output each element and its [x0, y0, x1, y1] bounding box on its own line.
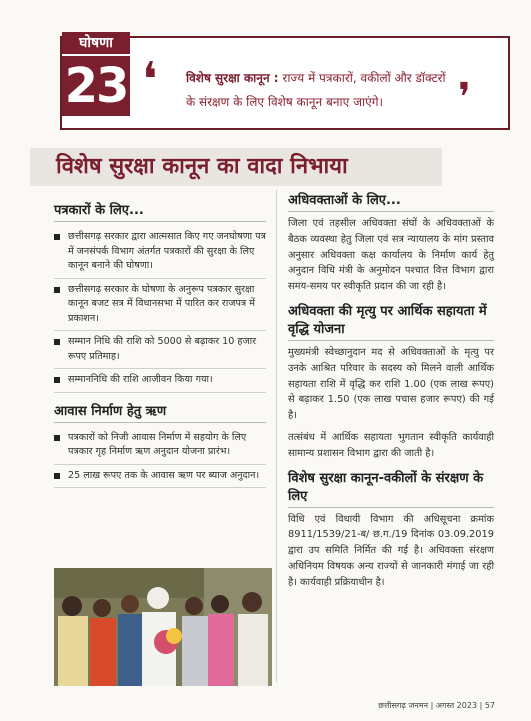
death-assistance-text1: मुख्यमंत्री स्वेच्छानुदान मद से अधिवक्ताओं के मृत्यु पर उनके आश्रित परिवार के सदस्य को मिलने वाली आर्थिक सहायता राशि में वृद्धि कर राशि 1.00 (एक लाख रूपए) से बढ़ाकर 1.50 (एक लाख पचास हजार रूपए) की गई है।	[288, 346, 494, 422]
event-photo	[54, 568, 272, 686]
right-column	[288, 190, 494, 597]
quote-open-icon: ❛	[142, 52, 158, 108]
list-item: 25 लाख रूपए तक के आवास ऋण पर ब्याज अनुदान।	[54, 465, 266, 489]
list-item: सम्माननिधि की राशि आजीवन किया गया।	[54, 369, 266, 393]
list-item: छत्तीसगढ़ सरकार के घोषणा के अनुरूप पत्रकार सुरक्षा कानून बजट सत्र में विधानसभा में पारित कर राजपत्र में प्रकाशन।	[54, 279, 266, 332]
bullet-icon	[54, 234, 60, 240]
advocates-heading: अधिवक्ताओं के लिए...	[288, 190, 494, 212]
list-item: पत्रकारों को निजी आवास निर्माण में सहयोग के लिए पत्रकार गृह निर्माण ऋण अनुदान योजना प्रारंभ।	[54, 427, 266, 465]
event-photo-image	[54, 568, 272, 686]
law-heading: विशेष सुरक्षा कानून-वकीलों के संरक्षण के लिए	[288, 468, 494, 508]
announcement-tag: घोषणा	[62, 32, 130, 54]
announcement-lead: विशेष सुरक्षा कानून :	[186, 71, 279, 85]
quote-close-icon: ❜	[458, 75, 471, 121]
page-headline: विशेष सुरक्षा कानून का वादा निभाया	[56, 154, 348, 179]
column-divider	[276, 190, 277, 682]
law-text: विधि एवं विधायी विभाग की अधिसूचना क्रमांक 8911/1539/21-ब/ छ.ग./19 दिनांक 03.09.2019 द्वारा उप समिति निर्मित की गई है। अधिवक्ता संरक्षण अधिनियम विषयक अन्य राज्यों से जानकारी मंगाई जा रही है। कार्यवाही प्रक्रियाधीन है।	[288, 513, 494, 588]
bullet-icon	[54, 377, 60, 383]
page-footer: छत्तीसगढ़ जनमन | अगस्त 2023 | 57	[378, 701, 495, 710]
announcement-line1: राज्य में पत्रकारों, वकीलों और डॉक्टरों	[278, 71, 446, 85]
left-column	[54, 200, 266, 488]
journalists-heading: पत्रकारों के लिए...	[54, 200, 266, 222]
death-assistance-text2: तत्संबंध में आर्थिक सहायता भुगतान स्वीकृति कार्यवाही सामान्य प्रशासन विभाग द्वारा की जाती है।	[288, 431, 494, 459]
list-item: छत्तीसगढ़ सरकार द्वारा आत्मसात किए गए जनघोषणा पत्र में जनसंपर्क विभाग अंतर्गत पत्रकारों की सुरक्षा के लिए कानून बनाने की घोषणा।	[54, 226, 266, 279]
bullet-icon	[54, 435, 60, 441]
bullet-icon	[54, 339, 60, 345]
list-item: सम्मान निधि की राशि को 5000 से बढ़ाकर 10 हजार रूपए प्रतिमाह।	[54, 331, 266, 369]
announcement-line2: के संरक्षण के लिए विशेष कानून बनाए जाएंगे।	[186, 95, 384, 109]
bullet-icon	[54, 287, 60, 293]
death-assistance-heading: अधिवक्ता की मृत्यु पर आर्थिक सहायता में वृद्धि योजना	[288, 301, 494, 341]
announcement-text	[186, 66, 472, 114]
advocates-text: जिला एवं तहसील अधिवक्ता संघों के अधिवक्ताओं के बैठक व्यवस्था हेतु जिला एवं सत्र न्यायालय के मांग प्रस्ताव अनुसार अधिवक्ता कक्ष कार्यालय के निर्माण कार्य हेतु अनुदान विधि मंत्री के अनुमोदन पश्चात वित्त विभाग द्वारा समय-समय पर स्वीकृति प्रदान की जा रही है।	[288, 218, 494, 293]
announcement-number: 23	[62, 56, 130, 116]
bullet-icon	[54, 473, 60, 479]
housing-heading: आवास निर्माण हेतु ऋण	[54, 401, 266, 423]
